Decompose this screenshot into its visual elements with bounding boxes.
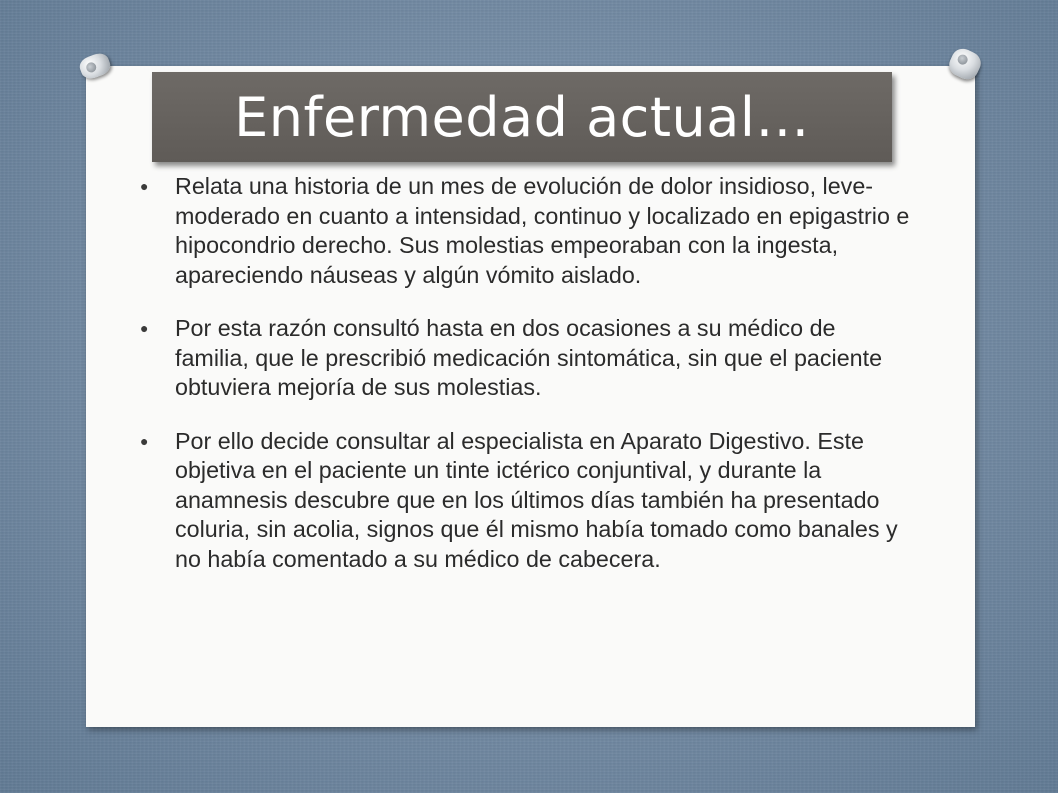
bullet-text: Por esta razón consultó hasta en dos ocasiones a su médico de familia, que le prescribió medicación sintomática, sin que el paciente obtuviera mejoría de sus molestias. bbox=[175, 315, 883, 400]
bullet-dot-icon: ● bbox=[140, 178, 149, 194]
bullet-item bbox=[140, 172, 910, 290]
bullet-text: Por ello decide consultar al especialista en Aparato Digestivo. Este objetiva en el paciente un tinte ictérico conjuntival, y durante la anamnesis descubre que en los últimos días también ha presentado coluria, sin acolia, signos que él mismo había tomado como banales y no había comentado a su médico de cabecera. bbox=[175, 427, 898, 572]
bullet-item bbox=[140, 427, 910, 575]
bullet-text: Relata una historia de un mes de evolución de dolor insidioso, leve-moderado en cuanto a intensidad, continuo y localizado en epigastrio e hipocondrio derecho. Sus molestias empeoraban con la ingesta, apareciendo náuseas y algún vómito aislado. bbox=[175, 173, 910, 288]
bullet-dot-icon: ● bbox=[140, 432, 149, 449]
bullet-dot-icon: ● bbox=[140, 320, 149, 336]
bullet-item bbox=[140, 314, 910, 403]
slide-title: Enfermedad actual… bbox=[234, 85, 810, 149]
bullet-list bbox=[140, 172, 910, 598]
title-banner bbox=[152, 72, 892, 162]
